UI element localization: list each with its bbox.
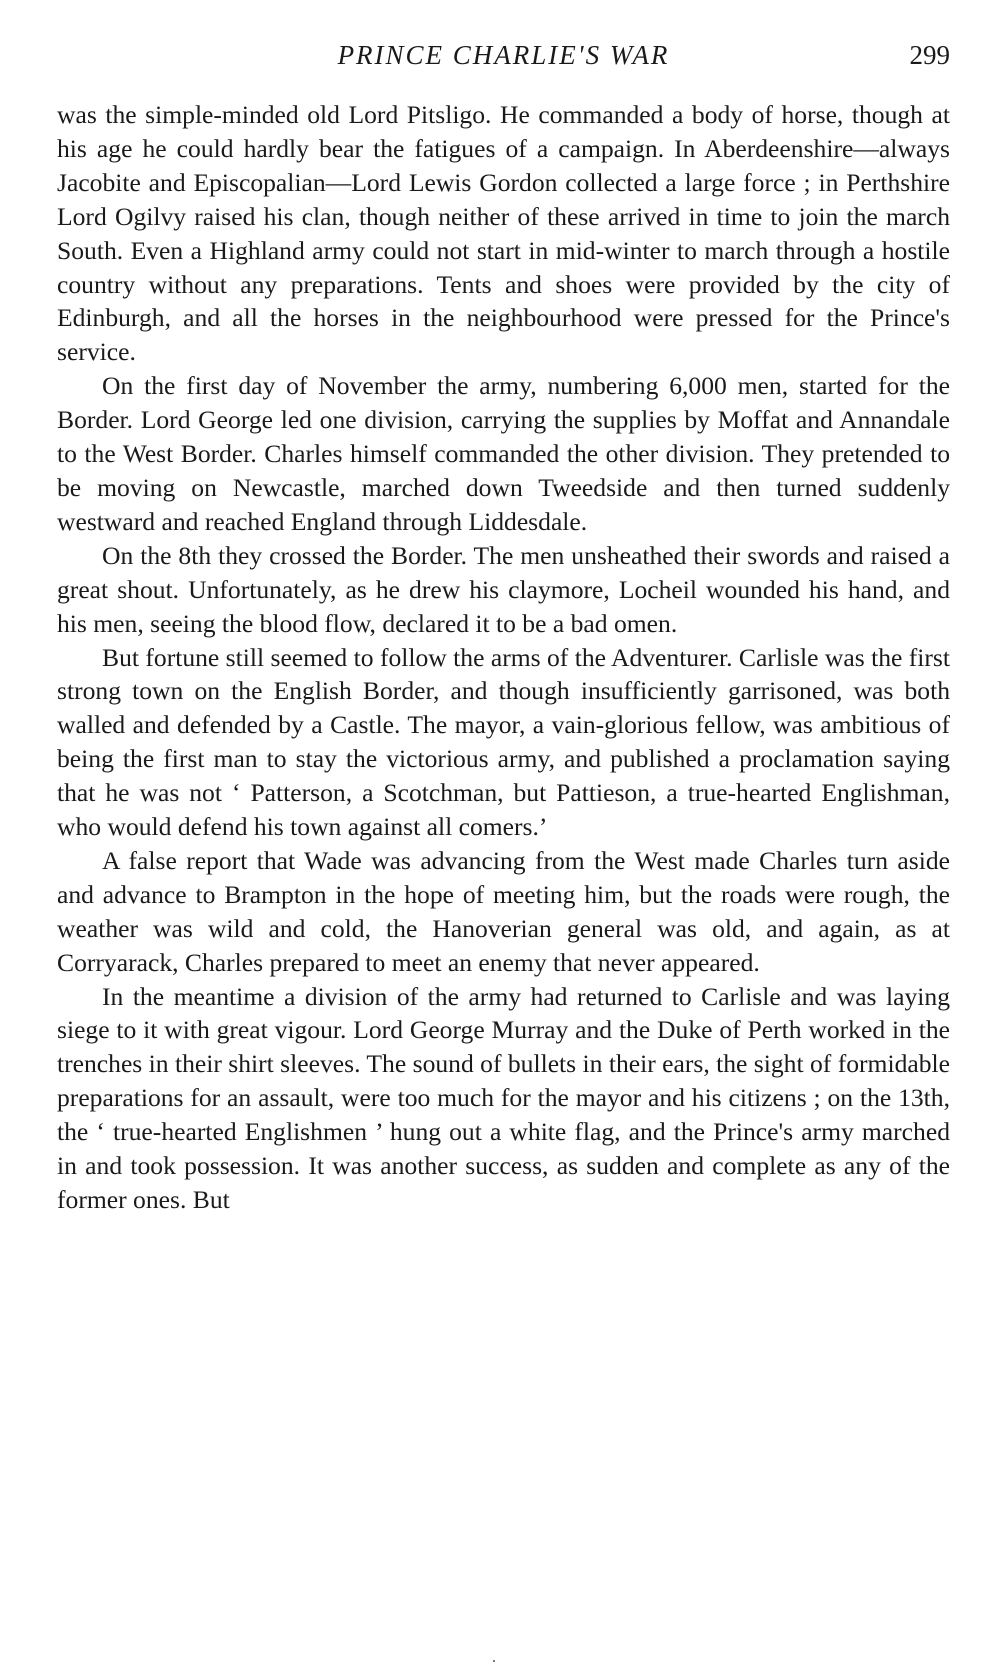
paragraph-carlisle: But fortune still seemed to follow the arms of the Adventurer. Carlisle was the first strong town on the English Border, and though insufficiently garrisoned, was both walled and defended by a Castle. The mayor, a vain-glorious fellow, was ambitious of being the first man to stay the victorious army, and published a proclamation saying that he was not ‘ Patterson, a Scotchman, but Pattieson, a true-hearted Englishman, who would defend his town against all comers.’ [57, 642, 950, 842]
paragraph-wade-report: A false report that Wade was advancing from the West made Charles turn aside and advance to Brampton in the hope of meeting him, but the roads were rough, the weather was wild and cold, the Hanoverian general was old, and again, as at Corryarack, Charles prepared to meet an enemy that never appeared. [57, 845, 950, 977]
running-title: PRINCE CHARLIE'S WAR [337, 40, 670, 70]
running-header [57, 40, 950, 80]
paragraph-march-to-border: On the first day of November the army, numbering 6,000 men, started for the Border. Lord George led one division, carrying the supplies by Moffat and Annandale to the West Border. Charles himself commanded the other division. They pretended to be moving on Newcastle, marched down Tweedside and then turned suddenly westward and reached England through Liddesdale. [57, 371, 950, 536]
paragraph-continued: was the simple-minded old Lord Pitsligo. He commanded a body of horse, though at his age he could hardly bear the fatigues of a campaign. In Aberdeenshire—always Jacobite and Episcopalian—Lord Lewis Gordon collected a large force ; in Perthshire Lord Ogilvy raised his clan, though neither of these arrived in time to join the march South. Even a Highland army could not start in mid-winter to march through a hostile country without any preparations. Tents and shoes were provided by the city of Edinburgh, and all the horses in the neighbourhood were pressed for the Prince's service. [57, 100, 950, 367]
paragraph-crossing-border: On the 8th they crossed the Border. The men unsheathed their swords and raised a great shout. Unfortunately, as he drew his claymore, Locheil wounded his hand, and his men, seeing the blood flow, declared it to be a bad omen. [57, 540, 950, 638]
scan-speck [493, 1660, 495, 1662]
paragraph-siege-of-carlisle: In the meantime a division of the army had returned to Carlisle and was laying siege to it with great vigour. Lord George Murray and the Duke of Perth worked in the trenches in their shirt sleeves. The sound of bullets in their ears, the sight of formidable preparations for an assault, were too much for the mayor and his citizens ; on the 13th, the ‘ true-hearted Englishmen ’ hung out a white flag, and the Prince's army marched in and took possession. It was another success, as sudden and complete as any of the former ones. But [57, 981, 950, 1214]
page-number: 299 [909, 40, 950, 70]
body-text [57, 98, 950, 1217]
book-page [57, 40, 950, 1217]
